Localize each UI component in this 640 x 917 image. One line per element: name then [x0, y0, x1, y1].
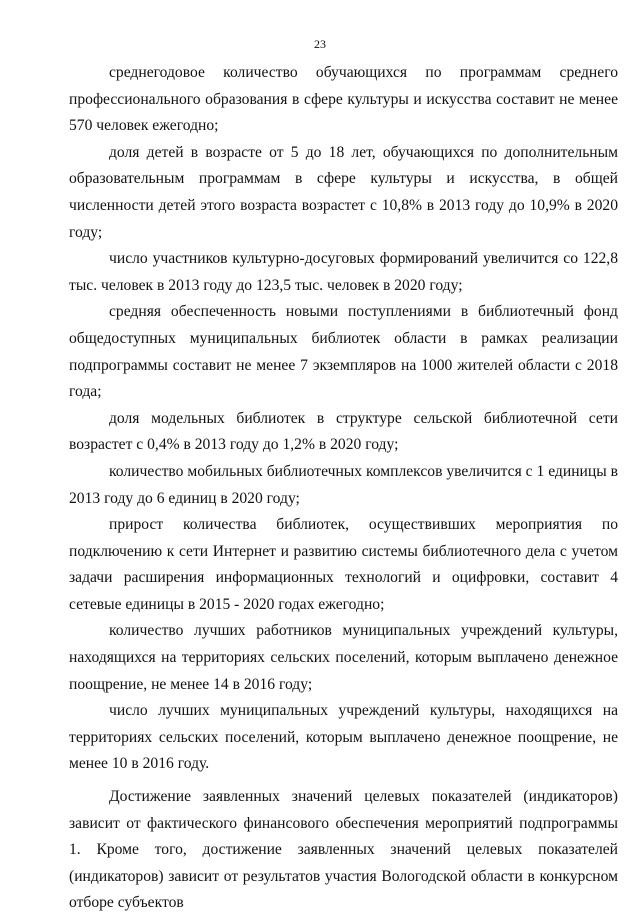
paragraph-children-additional-education: доля детей в возрасте от 5 до 18 лет, обучающихся по дополнительным образовательным программам в сфере культуры и искусства, в общей численности детей этого возраста возрастет с 10,8% в 2013 году до 10,9% в 2020 году;	[69, 143, 618, 241]
paragraph-secondary-education-students: среднегодовое количество обучающихся по программам среднего профессионального образования в сфере культуры и искусства составит не менее 570 человек ежегодно;	[69, 64, 618, 135]
document-body	[69, 60, 618, 917]
page-number: 23	[314, 37, 326, 51]
paragraph-best-institutions-rewarded: число лучших муниципальных учреждений культуры, находящихся на территориях сельских поселений, которым выплачено денежное поощрение, не менее 10 в 2016 году.	[69, 702, 618, 773]
paragraph-indicators-dependence: Достижение заявленных значений целевых показателей (индикаторов) зависит от фактического финансового обеспечения мероприятий подпрограммы 1. Кроме того, достижение заявленных значений целевых показателей (индикаторов) зависит от результатов участия Вологодской области в конкурсном отборе субъектов	[69, 788, 618, 912]
paragraph-cultural-leisure-participants: число участников культурно-досуговых формирований увеличится со 122,8 тыс. человек в 2013 году до 123,5 тыс. человек в 2020 году;	[69, 250, 618, 294]
paragraph-best-workers-rewarded: количество лучших работников муниципальных учреждений культуры, находящихся на территориях сельских поселений, которым выплачено денежное поощрение, не менее 14 в 2016 году;	[69, 622, 618, 693]
paragraph-library-fund-provision: средняя обеспеченность новыми поступлениями в библиотечный фонд общедоступных муниципальных библиотек области в рамках реализации подпрограммы составит не менее 7 экземпляров на 1000 жителей области с 2018 года;	[69, 303, 618, 401]
paragraph-mobile-library-complexes: количество мобильных библиотечных комплексов увеличится с 1 единицы в 2013 году до 6 единиц в 2020 году;	[69, 462, 618, 507]
paragraph-libraries-internet-connection: прирост количества библиотек, осуществивших мероприятия по подключению к сети Интернет и развитию системы библиотечного дела с учетом задачи расширения информационных технологий и оцифровки, составит 4 сетевые единицы в 2015 - 2020 годах ежегодно;	[69, 516, 618, 613]
paragraph-model-libraries-share: доля модельных библиотек в структуре сельской библиотечной сети возрастет с 0,4% в 2013 году до 1,2% в 2020 году;	[69, 409, 618, 454]
